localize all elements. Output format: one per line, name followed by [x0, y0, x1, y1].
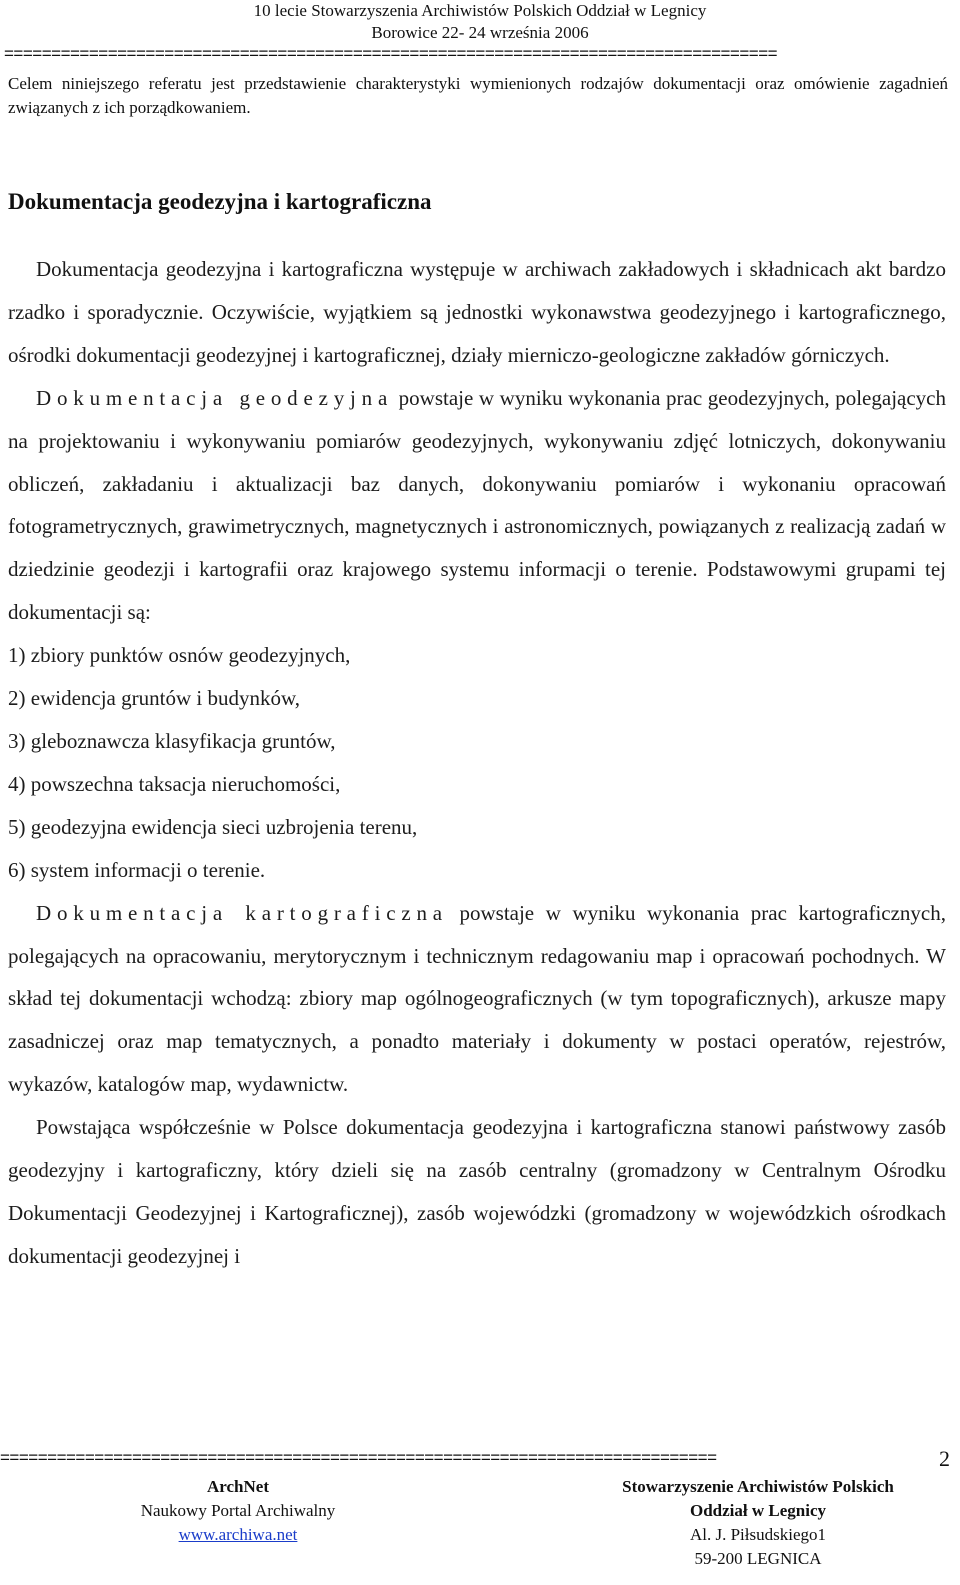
list-item: 6) system informacji o terenie.	[8, 857, 266, 882]
list-item: 1) zbiory punktów osnów geodezyjnych,	[8, 643, 351, 668]
organization-city: 59-200 LEGNICA	[694, 1549, 822, 1568]
page-number: 2	[939, 1446, 950, 1471]
footer-left	[118, 1475, 358, 1547]
portal-name: ArchNet	[207, 1477, 269, 1496]
organization-street: Al. J. Piłsudskiego1	[689, 1525, 827, 1544]
term-cartographic-documentation: Dokumentacja kartograficzna	[36, 900, 448, 925]
list-item: 2) ewidencja gruntów i budynków,	[8, 686, 300, 711]
section-heading: Dokumentacja geodezyjna i kartograficzna	[8, 189, 432, 214]
list-item: 4) powszechna taksacja nieruchomości,	[8, 771, 341, 796]
portal-link[interactable]: www.archiwa.net	[178, 1525, 298, 1544]
documentation-groups-list	[8, 634, 946, 891]
header-title: 10 lecie Stowarzyszenia Archiwistów Polskich Oddział w Legnicy	[253, 1, 707, 20]
header-rule: ==================================================================================	[4, 46, 778, 62]
paragraph-3-text: powstaje w wyniku wykonania prac kartograficznych, polegających na opracowaniu, merytorycznym i technicznym redagowaniu map i opracowań pochodnych. W skład tej dokumentacji wchodzą: zbiory map ogólnogeograficznych (w tym topograficznych), arkusze mapy zasadniczej oraz map tematycznych, a ponadto materiały i dokumenty w postaci operatów, rejestrów, wykazów, katalogów map, wydawnictw.	[8, 900, 946, 1097]
paragraph-2-text: powstaje w wyniku wykonania prac geodezyjnych, polegających na projektowaniu i wykonywaniu pomiarów geodezyjnych, wykonywaniu zdjęć lotniczych, dokonywaniu obliczeń, zakładaniu i aktualizacji baz danych, dokonywaniu pomiarów i wykonaniu opracowań fotogrametrycznych, grawimetrycznych, magnetycznych i astronomicznych, powiązanych z realizacją zadań w dziedzinie geodezji i kartografii oraz krajowego systemu informacji o terenie. Podstawowymi grupami tej dokumentacji są:	[8, 385, 946, 625]
organization-branch: Oddział w Legnicy	[689, 1501, 826, 1520]
intro-paragraph: Celem niniejszego referatu jest przedstawienie charakterystyki wymienionych rodzajów dokumentacji oraz omówienie zagadnień związanych z ich porządkowaniem.	[8, 74, 948, 117]
list-item: 3) gleboznawcza klasyfikacja gruntów,	[8, 728, 336, 753]
paragraph-2	[8, 377, 946, 634]
list-item: 5) geodezyjna ewidencja sieci uzbrojenia terenu,	[8, 814, 418, 839]
paragraph-3	[8, 892, 946, 1107]
paragraph-1: Dokumentacja geodezyjna i kartograficzna występuje w archiwach zakładowych i składnicach akt bardzo rzadko i sporadycznie. Oczywiście, wyjątkiem są jednostki wykonawstwa geodezyjnego i kartograficznego, ośrodki dokumentacji geodezyjnej i kartograficznej, działy mierniczo-geologiczne zakładów górniczych.	[8, 257, 946, 367]
footer-right	[618, 1475, 898, 1571]
footer-rule: ============================================================================	[0, 1450, 717, 1466]
section-body	[8, 248, 946, 1278]
organization-name: Stowarzyszenie Archiwistów Polskich	[622, 1477, 894, 1496]
portal-subtitle: Naukowy Portal Archiwalny	[140, 1501, 336, 1520]
header-date: Borowice 22- 24 września 2006	[371, 23, 589, 42]
paragraph-4: Powstająca współcześnie w Polsce dokumentacja geodezyjna i kartograficzna stanowi państwowy zasób geodezyjny i kartograficzny, który dzieli się na zasób centralny (gromadzony w Centralnym Ośrodku Dokumentacji Geodezyjnej i Kartograficznej), zasób wojewódzki (gromadzony w wojewódzkich ośrodkach dokumentacji geodezyjnej i	[8, 1115, 946, 1268]
term-geodetic-documentation: Dokumentacja geodezyjna	[36, 385, 394, 410]
